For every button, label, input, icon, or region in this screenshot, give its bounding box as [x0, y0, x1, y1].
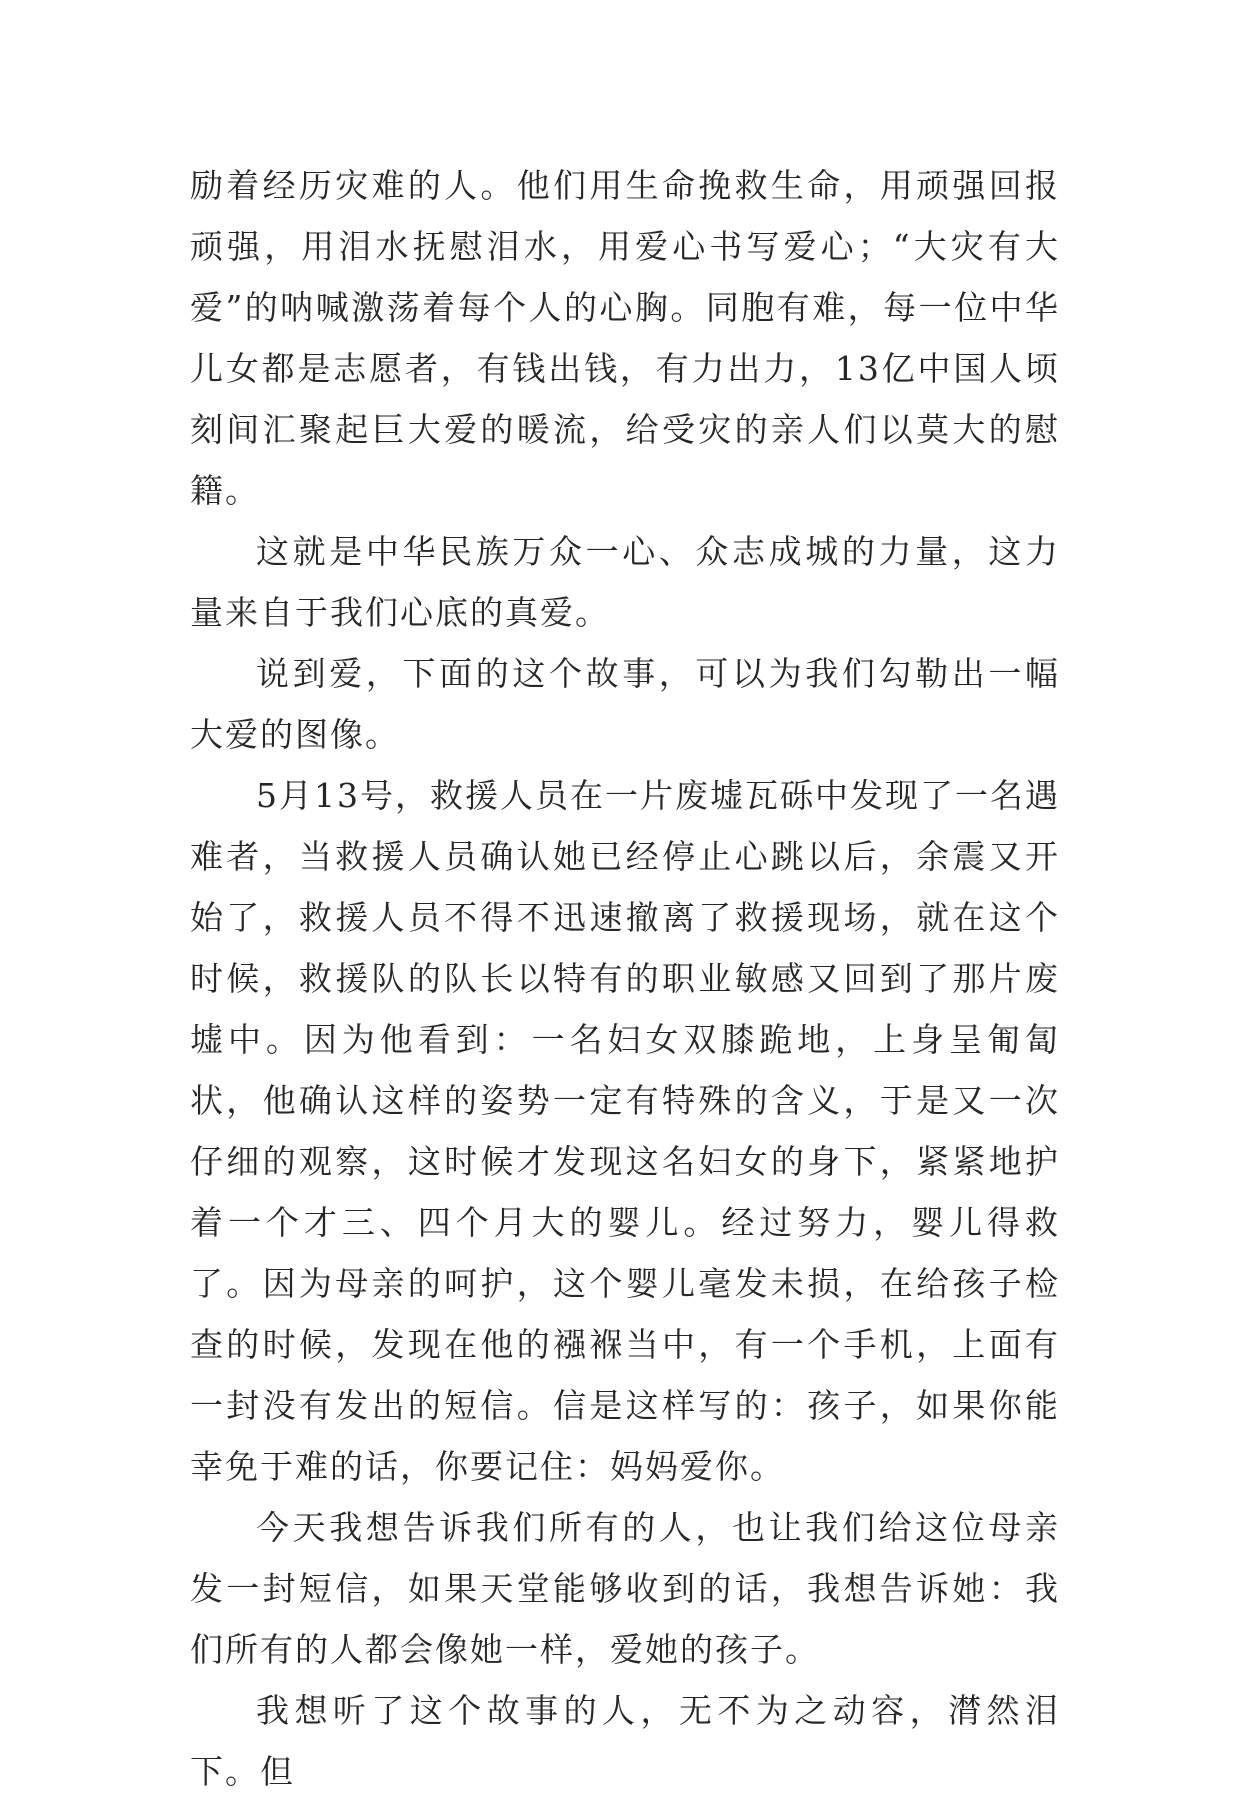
paragraph: 这就是中华民族万众一心、众志成城的力量，这力量来自于我们心底的真爱。 [190, 532, 1060, 632]
paragraph: 说到爱，下面的这个故事，可以为我们勾勒出一幅大爱的图像。 [190, 654, 1060, 754]
paragraph: 5月13号，救援人员在一片废墟瓦砾中发现了一名遇难者，当救援人员确认她已经停止心跳以后，余震又开始了，救援人员不得不迅速撤离了救援现场，就在这个时候，救援队的队长以特有的职业敏感又回到了那片废墟中。因为他看到：一名妇女双膝跪地，上身呈匍匐状，他确认这样的姿势一定有特殊的含义，于是又一次仔细的观察，这时候才发现这名妇女的身下，紧紧地护着一个才三、四个月大的婴儿。经过努力，婴儿得救了。因为母亲的呵护，这个婴儿毫发未损，在给孩子检查的时候，发现在他的襁褓当中，有一个手机，上面有一封没有发出的短信。信是这样写的：孩子，如果你能幸免于难的话，你要记住：妈妈爱你。 [190, 776, 1060, 1486]
paragraph: 今天我想告诉我们所有的人，也让我们给这位母亲发一封短信，如果天堂能够收到的话，我想告诉她：我们所有的人都会像她一样，爱她的孩子。 [190, 1508, 1060, 1669]
paragraph: 我想听了这个故事的人，无不为之动容，潸然泪下。但 [190, 1691, 1060, 1791]
paragraph-continued: 励着经历灾难的人。他们用生命挽救生命，用顽强回报顽强，用泪水抚慰泪水，用爱心书写爱心；“大灾有大爱”的呐喊激荡着每个人的心胸。同胞有难，每一位中华儿女都是志愿者，有钱出钱，有力出力，13亿中国人顷刻间汇聚起巨大爱的暖流，给受灾的亲人们以莫大的慰籍。 [190, 166, 1060, 510]
body-text [190, 155, 1060, 1802]
